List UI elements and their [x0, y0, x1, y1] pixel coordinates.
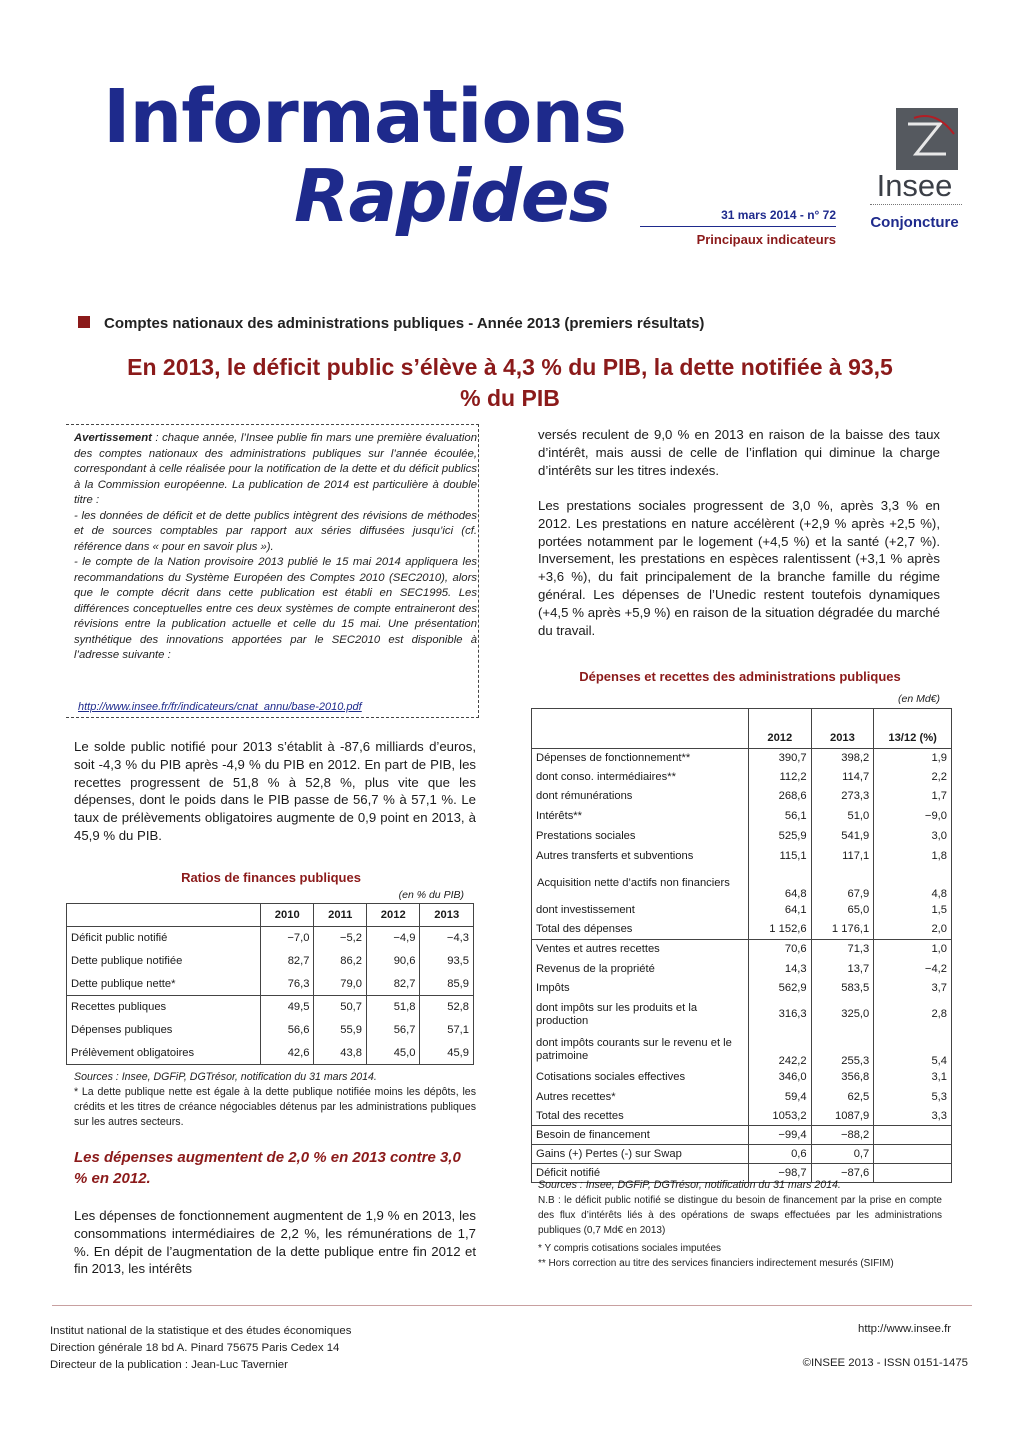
- depenses-table-title: Dépenses et recettes des administrations publiques: [579, 669, 901, 684]
- cell: 255,3: [811, 1032, 874, 1068]
- cell: 56,1: [749, 807, 812, 827]
- table-row: [532, 1145, 952, 1164]
- cell: 117,1: [811, 847, 874, 867]
- table-row: [532, 979, 952, 998]
- table-row: [67, 973, 474, 996]
- cell: 86,2: [314, 950, 367, 973]
- cell: 51,0: [811, 807, 874, 827]
- cell: 42,6: [261, 1042, 314, 1065]
- cell: 346,0: [749, 1068, 812, 1088]
- table-row: [67, 950, 474, 973]
- logo-tagline: Conjoncture: [870, 214, 959, 231]
- table-row: [67, 1042, 474, 1065]
- ratios-header-2013: 2013: [434, 909, 460, 921]
- ratios-header-2011: 2011: [314, 904, 367, 927]
- table-row: [532, 1068, 952, 1088]
- series-title: Comptes nationaux des administrations publiques - Année 2013 (premiers résultats): [104, 315, 705, 332]
- section-label: Principaux indicateurs: [696, 232, 836, 247]
- row-label: Recettes publiques: [67, 996, 261, 1019]
- footer-address: [50, 1323, 351, 1374]
- cell: −4,3: [446, 932, 469, 945]
- row-label: Déficit notifié: [532, 1164, 749, 1183]
- cell: 13,7: [811, 960, 874, 979]
- depenses-table: [531, 708, 952, 1183]
- cell: −5,2: [314, 927, 367, 950]
- cell: −4,2: [924, 962, 947, 975]
- table-row: [532, 901, 952, 921]
- row-label: dont investissement: [532, 901, 749, 921]
- cell: 325,0: [811, 998, 874, 1032]
- cell: [874, 1145, 952, 1164]
- cell: 51,8: [367, 996, 420, 1019]
- cell: 70,6: [749, 940, 812, 960]
- cell: 56,6: [261, 1019, 314, 1042]
- insee-logo-text: Insee: [876, 168, 953, 203]
- footer-director: Directeur de la publication : Jean-Luc Tavernier: [50, 1359, 288, 1371]
- cell: 2,2: [931, 770, 947, 783]
- cell: 3,0: [931, 830, 947, 842]
- cell: 67,9: [811, 867, 874, 901]
- footer-institute: Institut national de la statistique et des études économiques: [50, 1325, 352, 1337]
- cell: 90,6: [367, 950, 420, 973]
- paragraph-interets: versés reculent de 9,0 % en 2013 en raison de la baisse des taux d’intérêt, mais aussi de celle de l’inflation qui diminue la charge d’intérêts sur les titres indexés.: [538, 427, 940, 478]
- cell: 93,5: [447, 955, 469, 967]
- row-label: Cotisations sociales effectives: [532, 1068, 749, 1088]
- row-label: Dette publique nette*: [67, 973, 261, 996]
- footer-copyright: ©INSEE 2013 - ISSN 0151-1475: [802, 1357, 968, 1369]
- row-label: Autres recettes*: [532, 1088, 749, 1108]
- ratios-header-label: [67, 904, 261, 927]
- row-label: dont rémunérations: [532, 787, 749, 807]
- table-row: [532, 1088, 952, 1108]
- cell: 76,3: [261, 973, 314, 996]
- depenses-note-1: * Y compris cotisations sociales imputées: [538, 1243, 722, 1254]
- paragraph-solde: Le solde public notifié pour 2013 s’établit à -87,6 milliards d’euros, soit -4,3 % du PIB après -4,9 % du PIB en 2012. En part de PIB, les recettes progressent de 51,8 % à 52,8 %, plus vite que les dépenses, dont le poids dans le PIB passe de 56,7 % à 57,1 %. Le taux de prélèvements obligatoires augmente de 0,9 point en 2013, à 45,9 % du PIB.: [74, 739, 476, 843]
- warning-text: [74, 431, 477, 664]
- table-row: [532, 940, 952, 960]
- cell: 14,3: [749, 960, 812, 979]
- row-label: Impôts: [532, 979, 749, 998]
- cell: 112,2: [749, 768, 812, 787]
- cell: 45,0: [367, 1042, 420, 1065]
- headline: En 2013, le déficit public s’élève à 4,3 % du PIB, la dette notifiée à 93,5 % du PIB: [127, 354, 893, 411]
- cell: 1 152,6: [749, 921, 812, 940]
- cell: 71,3: [811, 940, 874, 960]
- row-label: Prélèvement obligatoires: [67, 1042, 261, 1065]
- depenses-note-2: ** Hors correction au titre des services financiers indirectement mesurés (SIFIM): [538, 1258, 894, 1269]
- section-subheading: Les dépenses augmentent de 2,0 % en 2013 contre 3,0 % en 2012.: [74, 1149, 461, 1187]
- table-row: [532, 1032, 952, 1068]
- row-label: Acquisition nette d’actifs non financiers: [532, 867, 749, 901]
- cell: 56,7: [367, 1019, 420, 1042]
- footer-direction: Direction générale 18 bd A. Pinard 75675 Paris Cedex 14: [50, 1342, 340, 1354]
- cell: −9,0: [924, 810, 947, 822]
- warning-item-2: - le compte de la Nation provisoire 2013 publié le 15 mai 2014 appliquera les recommandations du Système Européen des Comptes 2010 (SEC2010), alors que le compte décrit dans cette publication est établi en SEC1995. Les différences conceptuelles entre ces deux systèmes de compte entraineront des révisions entre la publication actuelle et celle du 15 mai. Une présentation synthétique des innovations apportées par le SEC2010 est disponible à l’adresse suivante :: [74, 556, 477, 661]
- cell: 583,5: [811, 979, 874, 998]
- depenses-source: Sources : Insee, DGFiP, DGTrésor, notification du 31 mars 2014.: [538, 1179, 841, 1191]
- cell: 79,0: [314, 973, 367, 996]
- issue-date: 31 mars 2014 - n° 72: [721, 208, 836, 222]
- cell: 3,3: [931, 1109, 947, 1122]
- cell: 1,7: [931, 790, 947, 802]
- cell: 316,3: [749, 998, 812, 1032]
- cell: 49,5: [261, 996, 314, 1019]
- warning-intro: : chaque année, l’Insee publie fin mars une première évaluation des comptes nationaux des administrations publiques sur l’année écoulée, correspondant à celle réalisée pour la notification de la dette et du déficit publics à la Commission européenne. La publication de 2014 est particulière à double titre :: [74, 432, 477, 506]
- row-label: Autres transferts et subventions: [532, 847, 749, 867]
- row-label: Gains (+) Pertes (-) sur Swap: [532, 1145, 749, 1164]
- cell: 268,6: [749, 787, 812, 807]
- footer-url[interactable]: http://www.insee.fr: [858, 1323, 952, 1335]
- row-label: Dépenses publiques: [67, 1019, 261, 1042]
- footer-divider: [52, 1305, 972, 1306]
- ratios-table-title: Ratios de finances publiques: [181, 870, 361, 885]
- cell: 3,1: [931, 1071, 947, 1083]
- table-row: [67, 1019, 474, 1042]
- cell: 114,7: [811, 768, 874, 787]
- table-row: [532, 998, 952, 1032]
- dep-header-2012: 2012: [749, 709, 812, 749]
- cell: 1 176,1: [811, 921, 874, 940]
- cell: 0,7: [811, 1145, 874, 1164]
- cell: −4,9: [367, 927, 420, 950]
- ratios-source: Sources : Insee, DGFiP, DGTrésor, notification du 31 mars 2014.: [74, 1071, 377, 1083]
- ratios-unit: (en % du PIB): [398, 889, 464, 901]
- bullet-square: [78, 316, 90, 328]
- table-row: [532, 807, 952, 827]
- ratios-header-2012: 2012: [367, 904, 420, 927]
- cell: 390,7: [749, 749, 812, 768]
- row-label: dont impôts courants sur le revenu et le patrimoine: [532, 1032, 749, 1068]
- cell: 5,3: [931, 1091, 947, 1103]
- ratios-note: * La dette publique nette est égale à la dette publique notifiée moins les dépôts, les crédits et les titres de créance négociables détenus par les administrations publiques sur les autres secteurs.: [74, 1086, 476, 1128]
- cell: 64,8: [749, 867, 812, 901]
- cell: 82,7: [367, 973, 420, 996]
- cell: 85,9: [447, 977, 469, 990]
- cell: 64,1: [749, 901, 812, 921]
- table-row: [532, 1126, 952, 1145]
- table-row: [532, 847, 952, 867]
- cell: −88,2: [811, 1126, 874, 1145]
- table-row: [67, 996, 474, 1019]
- cell: 562,9: [749, 979, 812, 998]
- cell: 82,7: [261, 950, 314, 973]
- table-row: [532, 921, 952, 940]
- depenses-unit: (en Md€): [897, 693, 940, 705]
- warning-label: Avertissement: [74, 432, 152, 444]
- cell: 115,1: [749, 847, 812, 867]
- cell: 1,0: [931, 943, 947, 956]
- row-label: Besoin de financement: [532, 1126, 749, 1145]
- table-row: [532, 787, 952, 807]
- dep-header-label: [532, 709, 749, 749]
- masthead-title-informations: Informations: [103, 74, 627, 160]
- cell: 1,8: [931, 850, 947, 862]
- cell: 43,8: [314, 1042, 367, 1065]
- row-label: dont impôts sur les produits et la production: [532, 998, 749, 1032]
- cell: 50,7: [314, 996, 367, 1019]
- cell: 356,8: [811, 1068, 874, 1088]
- row-label: Prestations sociales: [532, 827, 749, 847]
- cell: 3,7: [931, 981, 947, 994]
- row-label: Revenus de la propriété: [532, 960, 749, 979]
- cell: 541,9: [811, 827, 874, 847]
- row-label: Total des dépenses: [532, 921, 749, 940]
- table-row: [532, 749, 952, 768]
- cell: 525,9: [749, 827, 812, 847]
- ratios-table: [66, 903, 474, 1065]
- ratios-header-2010: 2010: [261, 904, 314, 927]
- cell: 2,8: [931, 1008, 947, 1020]
- cell: 65,0: [811, 901, 874, 921]
- cell: 398,2: [811, 749, 874, 768]
- row-label: Ventes et autres recettes: [532, 940, 749, 960]
- table-row: [532, 827, 952, 847]
- logo-divider: [870, 204, 962, 207]
- insee-logo-icon: [896, 108, 958, 170]
- row-label: dont conso. intermédiaires**: [532, 768, 749, 787]
- cell: 1,9: [931, 751, 947, 764]
- cell: 5,4: [931, 1054, 947, 1067]
- table-row: [532, 768, 952, 787]
- cell: −98,7: [749, 1164, 812, 1183]
- warning-item-1: - les données de déficit et de dette publics intègrent des révisions de méthodes et de sources comptables par rapport aux séries diffusées jusqu’ici (cf. référence dans « pour en savoir plus »).: [74, 509, 477, 553]
- cell: 1053,2: [749, 1108, 812, 1126]
- cell: 1,5: [931, 904, 947, 916]
- paragraph-prestations: Les prestations sociales progressent de 3,0 %, après 3,3 % en 2012. Les prestations en nature accélèrent (+2,9 % après +2,5 %), portées notamment par le logement (+4,5 %) et la santé (+2,7 %). Inversement, les prestations en espèces ralentissent (+3,1 % après +3,6 %), du fait principalement de la branche famille du régime général. Les dépenses de l’Unedic restent toutefois dynamiques (+4,5 % après +5,9 %) en raison de la situation dégradée du marché du travail.: [538, 498, 940, 638]
- cell: 62,5: [811, 1088, 874, 1108]
- cell: 273,3: [811, 787, 874, 807]
- cell: 52,8: [447, 1001, 469, 1014]
- cell: 242,2: [749, 1032, 812, 1068]
- cell: −99,4: [749, 1126, 812, 1145]
- cell: 55,9: [314, 1019, 367, 1042]
- masthead-divider: [640, 226, 836, 227]
- table-row: [532, 960, 952, 979]
- row-label: Intérêts**: [532, 807, 749, 827]
- cell: 1087,9: [811, 1108, 874, 1126]
- row-label: Déficit public notifié: [67, 927, 261, 950]
- dep-header-change: 13/12 (%): [888, 732, 937, 744]
- cell: 4,8: [931, 887, 947, 900]
- table-row: [532, 1108, 952, 1126]
- cell: 59,4: [749, 1088, 812, 1108]
- table-row: [532, 867, 952, 901]
- row-label: Dépenses de fonctionnement**: [532, 749, 749, 768]
- cell: −87,6: [811, 1164, 874, 1183]
- cell: −7,0: [261, 927, 314, 950]
- depenses-note-nb: N.B : le déficit public notifié se distingue du besoin de financement par la prise en compte des flux d’intérêts liés à des opérations de swaps effectuées par les administrations publiques (0,7 Md€ en 2013): [538, 1195, 942, 1236]
- cell: 2,0: [931, 923, 947, 936]
- cell: 57,1: [447, 1024, 469, 1036]
- row-label: Total des recettes: [532, 1108, 749, 1126]
- dep-header-2013: 2013: [811, 709, 874, 749]
- cell: 45,9: [447, 1046, 469, 1059]
- cell: 0,6: [749, 1145, 812, 1164]
- paragraph-depenses: Les dépenses de fonctionnement augmentent de 1,9 % en 2013, les consommations intermédiaires de 2,2 %, les rémunérations de 1,7 %. En dépit de l’augmentation de la dette publique entre fin 2012 et fin 2013, les intérêts: [74, 1208, 476, 1277]
- cell: [874, 1126, 952, 1145]
- masthead-title-rapides: Rapides: [294, 154, 611, 238]
- table-row: [67, 927, 474, 950]
- row-label: Dette publique notifiée: [67, 950, 261, 973]
- warning-link[interactable]: http://www.insee.fr/fr/indicateurs/cnat_annu/base-2010.pdf: [78, 701, 362, 713]
